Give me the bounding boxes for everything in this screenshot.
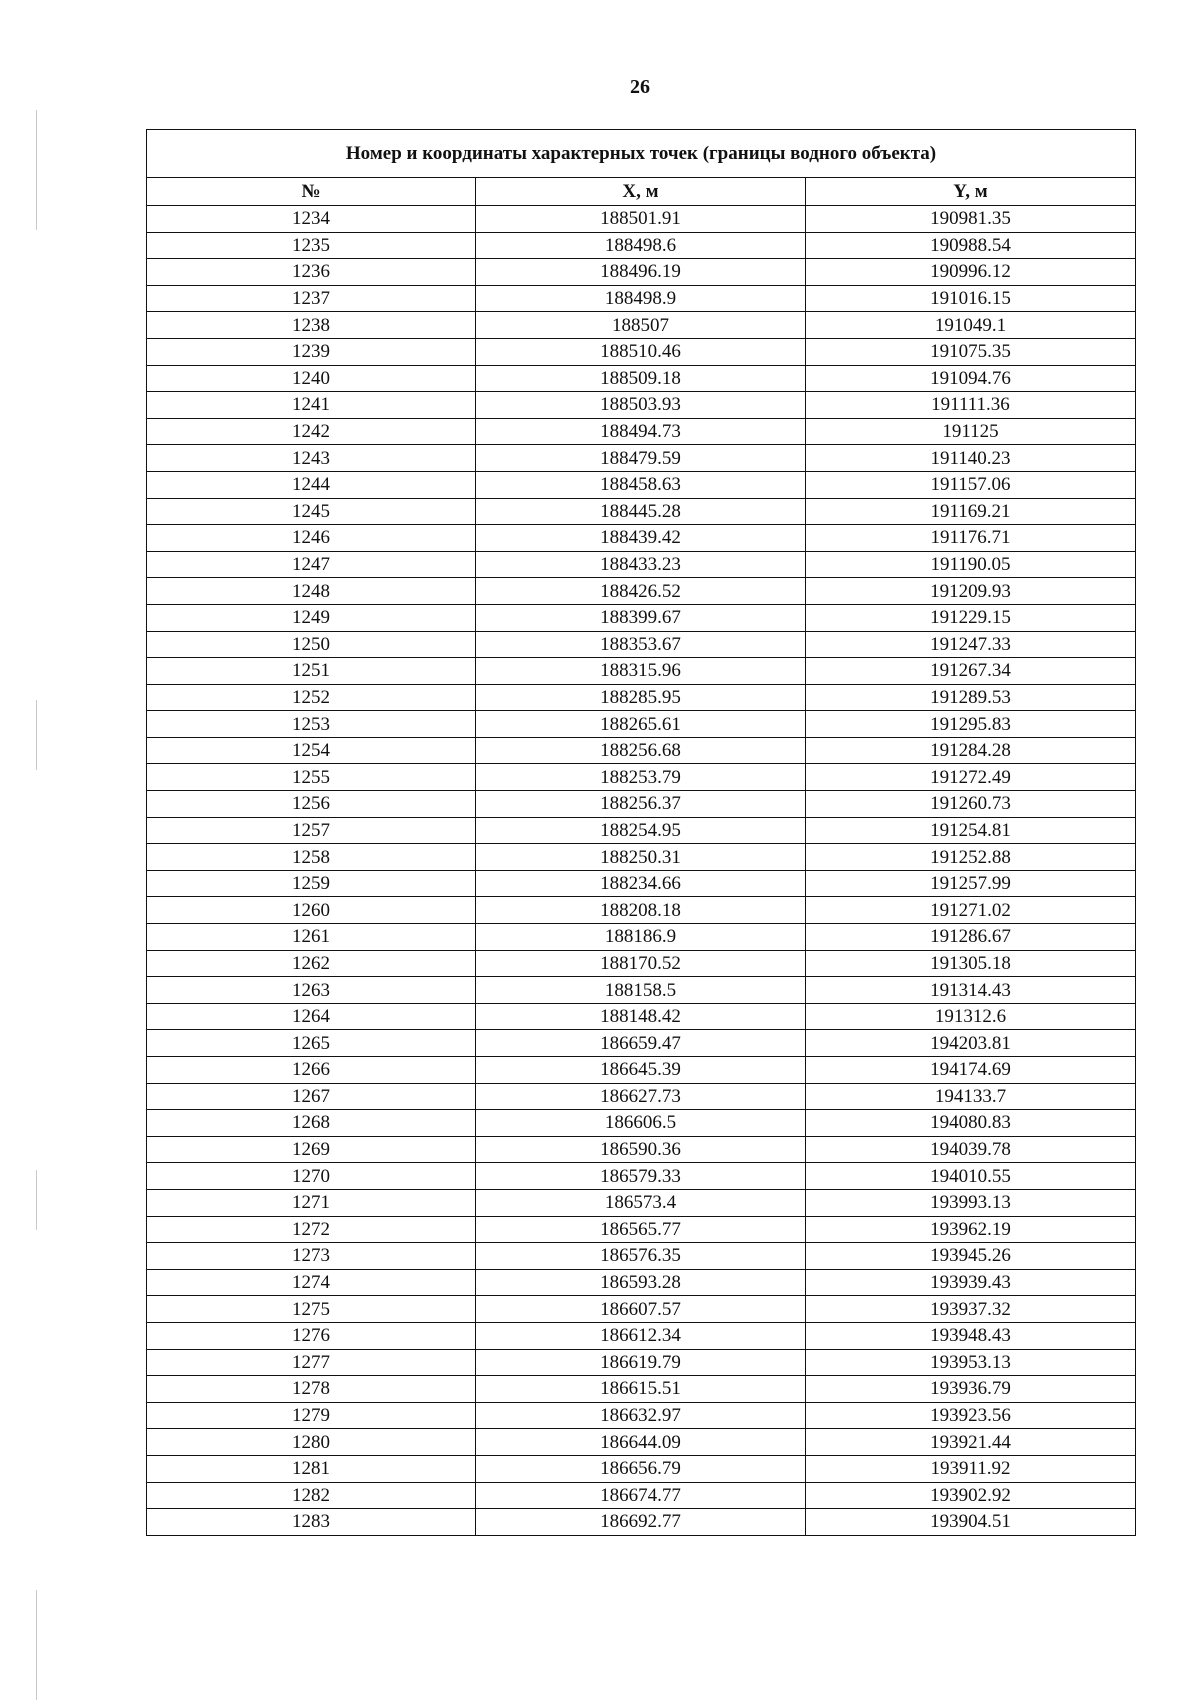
x-coordinate-cell: 188503.93 — [476, 392, 806, 419]
x-coordinate-cell: 188458.63 — [476, 471, 806, 498]
y-coordinate-cell: 191229.15 — [806, 604, 1136, 631]
y-coordinate-cell: 190981.35 — [806, 206, 1136, 233]
table-row — [147, 392, 1136, 419]
point-number-cell: 1277 — [147, 1349, 476, 1376]
y-coordinate-cell: 193936.79 — [806, 1376, 1136, 1403]
point-number-cell: 1248 — [147, 578, 476, 605]
x-coordinate-cell: 188399.67 — [476, 604, 806, 631]
x-coordinate-cell: 186644.09 — [476, 1429, 806, 1456]
table-row — [147, 844, 1136, 871]
y-coordinate-cell: 191111.36 — [806, 392, 1136, 419]
x-coordinate-cell: 188353.67 — [476, 631, 806, 658]
table-row — [147, 950, 1136, 977]
point-number-cell: 1257 — [147, 817, 476, 844]
x-coordinate-cell: 186593.28 — [476, 1269, 806, 1296]
y-coordinate-cell: 191016.15 — [806, 285, 1136, 312]
point-number-cell: 1271 — [147, 1189, 476, 1216]
point-number-cell: 1237 — [147, 285, 476, 312]
point-number-cell: 1240 — [147, 365, 476, 392]
point-number-cell: 1244 — [147, 471, 476, 498]
x-coordinate-cell: 188256.68 — [476, 737, 806, 764]
table-row — [147, 498, 1136, 525]
point-number-cell: 1263 — [147, 977, 476, 1004]
y-coordinate-cell: 190988.54 — [806, 232, 1136, 259]
x-coordinate-cell: 188148.42 — [476, 1003, 806, 1030]
y-coordinate-cell: 191157.06 — [806, 471, 1136, 498]
table-row — [147, 206, 1136, 233]
column-header-x: X, м — [476, 178, 806, 206]
y-coordinate-cell: 191247.33 — [806, 631, 1136, 658]
table-row — [147, 711, 1136, 738]
y-coordinate-cell: 191254.81 — [806, 817, 1136, 844]
x-coordinate-cell: 186606.5 — [476, 1110, 806, 1137]
column-header-number: № — [147, 178, 476, 206]
x-coordinate-cell: 186565.77 — [476, 1216, 806, 1243]
point-number-cell: 1236 — [147, 259, 476, 286]
y-coordinate-cell: 194039.78 — [806, 1136, 1136, 1163]
point-number-cell: 1275 — [147, 1296, 476, 1323]
y-coordinate-cell: 191257.99 — [806, 870, 1136, 897]
point-number-cell: 1258 — [147, 844, 476, 871]
x-coordinate-cell: 188433.23 — [476, 551, 806, 578]
point-number-cell: 1276 — [147, 1322, 476, 1349]
table-row — [147, 418, 1136, 445]
column-header-y: Y, м — [806, 178, 1136, 206]
y-coordinate-cell: 194174.69 — [806, 1057, 1136, 1084]
page-number: 26 — [630, 76, 650, 98]
y-coordinate-cell: 193962.19 — [806, 1216, 1136, 1243]
y-coordinate-cell: 193993.13 — [806, 1189, 1136, 1216]
point-number-cell: 1255 — [147, 764, 476, 791]
y-coordinate-cell: 193923.56 — [806, 1402, 1136, 1429]
y-coordinate-cell: 191314.43 — [806, 977, 1136, 1004]
y-coordinate-cell: 191049.1 — [806, 312, 1136, 339]
scan-margin-line — [36, 110, 37, 230]
y-coordinate-cell: 191284.28 — [806, 737, 1136, 764]
x-coordinate-cell: 188479.59 — [476, 445, 806, 472]
x-coordinate-cell: 188254.95 — [476, 817, 806, 844]
table-row — [147, 658, 1136, 685]
table-row — [147, 764, 1136, 791]
scan-margin-line — [36, 700, 37, 770]
y-coordinate-cell: 193904.51 — [806, 1509, 1136, 1536]
point-number-cell: 1264 — [147, 1003, 476, 1030]
y-coordinate-cell: 191271.02 — [806, 897, 1136, 924]
y-coordinate-cell: 191176.71 — [806, 525, 1136, 552]
point-number-cell: 1235 — [147, 232, 476, 259]
coordinates-table — [146, 129, 1136, 1536]
table-row — [147, 1189, 1136, 1216]
y-coordinate-cell: 193911.92 — [806, 1455, 1136, 1482]
x-coordinate-cell: 188158.5 — [476, 977, 806, 1004]
x-coordinate-cell: 186627.73 — [476, 1083, 806, 1110]
y-coordinate-cell: 193921.44 — [806, 1429, 1136, 1456]
table-row — [147, 1429, 1136, 1456]
y-coordinate-cell: 191272.49 — [806, 764, 1136, 791]
table-row — [147, 578, 1136, 605]
y-coordinate-cell: 190996.12 — [806, 259, 1136, 286]
table-row — [147, 312, 1136, 339]
x-coordinate-cell: 188234.66 — [476, 870, 806, 897]
table-row — [147, 338, 1136, 365]
point-number-cell: 1247 — [147, 551, 476, 578]
table-row — [147, 1216, 1136, 1243]
table-row — [147, 1110, 1136, 1137]
point-number-cell: 1272 — [147, 1216, 476, 1243]
point-number-cell: 1269 — [147, 1136, 476, 1163]
point-number-cell: 1243 — [147, 445, 476, 472]
table-body — [147, 206, 1136, 1536]
table-row — [147, 1003, 1136, 1030]
table-row — [147, 1509, 1136, 1536]
y-coordinate-cell: 191190.05 — [806, 551, 1136, 578]
table-row — [147, 817, 1136, 844]
point-number-cell: 1256 — [147, 791, 476, 818]
table-row — [147, 1243, 1136, 1270]
point-number-cell: 1250 — [147, 631, 476, 658]
point-number-cell: 1281 — [147, 1455, 476, 1482]
x-coordinate-cell: 188170.52 — [476, 950, 806, 977]
table-row — [147, 897, 1136, 924]
point-number-cell: 1251 — [147, 658, 476, 685]
x-coordinate-cell: 188256.37 — [476, 791, 806, 818]
scan-margin-line — [36, 1170, 37, 1230]
x-coordinate-cell: 186619.79 — [476, 1349, 806, 1376]
y-coordinate-cell: 191295.83 — [806, 711, 1136, 738]
x-coordinate-cell: 186579.33 — [476, 1163, 806, 1190]
x-coordinate-cell: 188501.91 — [476, 206, 806, 233]
y-coordinate-cell: 191286.67 — [806, 924, 1136, 951]
table-title: Номер и координаты характерных точек (границы водного объекта) — [147, 130, 1136, 178]
point-number-cell: 1268 — [147, 1110, 476, 1137]
table-row — [147, 1402, 1136, 1429]
scan-margin-line — [36, 1590, 37, 1700]
point-number-cell: 1239 — [147, 338, 476, 365]
x-coordinate-cell: 188496.19 — [476, 259, 806, 286]
point-number-cell: 1242 — [147, 418, 476, 445]
table-row — [147, 525, 1136, 552]
y-coordinate-cell: 191169.21 — [806, 498, 1136, 525]
table-row — [147, 551, 1136, 578]
point-number-cell: 1283 — [147, 1509, 476, 1536]
x-coordinate-cell: 188186.9 — [476, 924, 806, 951]
point-number-cell: 1274 — [147, 1269, 476, 1296]
x-coordinate-cell: 188253.79 — [476, 764, 806, 791]
x-coordinate-cell: 186659.47 — [476, 1030, 806, 1057]
point-number-cell: 1266 — [147, 1057, 476, 1084]
x-coordinate-cell: 186656.79 — [476, 1455, 806, 1482]
y-coordinate-cell: 193945.26 — [806, 1243, 1136, 1270]
table-row — [147, 1376, 1136, 1403]
x-coordinate-cell: 188494.73 — [476, 418, 806, 445]
table-row — [147, 445, 1136, 472]
point-number-cell: 1241 — [147, 392, 476, 419]
x-coordinate-cell: 188507 — [476, 312, 806, 339]
y-coordinate-cell: 194010.55 — [806, 1163, 1136, 1190]
table-row — [147, 791, 1136, 818]
table-row — [147, 684, 1136, 711]
x-coordinate-cell: 186615.51 — [476, 1376, 806, 1403]
x-coordinate-cell: 188285.95 — [476, 684, 806, 711]
point-number-cell: 1238 — [147, 312, 476, 339]
table-row — [147, 232, 1136, 259]
x-coordinate-cell: 186590.36 — [476, 1136, 806, 1163]
table-row — [147, 1296, 1136, 1323]
point-number-cell: 1261 — [147, 924, 476, 951]
table-row — [147, 1455, 1136, 1482]
table-row — [147, 1057, 1136, 1084]
table-row — [147, 1482, 1136, 1509]
x-coordinate-cell: 188315.96 — [476, 658, 806, 685]
x-coordinate-cell: 188265.61 — [476, 711, 806, 738]
x-coordinate-cell: 186607.57 — [476, 1296, 806, 1323]
x-coordinate-cell: 186576.35 — [476, 1243, 806, 1270]
y-coordinate-cell: 193939.43 — [806, 1269, 1136, 1296]
y-coordinate-cell: 194133.7 — [806, 1083, 1136, 1110]
table-row — [147, 1083, 1136, 1110]
point-number-cell: 1270 — [147, 1163, 476, 1190]
table-row — [147, 924, 1136, 951]
table-row — [147, 1163, 1136, 1190]
point-number-cell: 1265 — [147, 1030, 476, 1057]
y-coordinate-cell: 191312.6 — [806, 1003, 1136, 1030]
x-coordinate-cell: 188439.42 — [476, 525, 806, 552]
point-number-cell: 1278 — [147, 1376, 476, 1403]
y-coordinate-cell: 191252.88 — [806, 844, 1136, 871]
x-coordinate-cell: 188445.28 — [476, 498, 806, 525]
point-number-cell: 1260 — [147, 897, 476, 924]
point-number-cell: 1245 — [147, 498, 476, 525]
point-number-cell: 1267 — [147, 1083, 476, 1110]
x-coordinate-cell: 186692.77 — [476, 1509, 806, 1536]
point-number-cell: 1273 — [147, 1243, 476, 1270]
y-coordinate-cell: 191260.73 — [806, 791, 1136, 818]
table-row — [147, 1030, 1136, 1057]
y-coordinate-cell: 191140.23 — [806, 445, 1136, 472]
table-row — [147, 1136, 1136, 1163]
x-coordinate-cell: 188510.46 — [476, 338, 806, 365]
table-row — [147, 471, 1136, 498]
y-coordinate-cell: 193948.43 — [806, 1322, 1136, 1349]
x-coordinate-cell: 186645.39 — [476, 1057, 806, 1084]
point-number-cell: 1280 — [147, 1429, 476, 1456]
x-coordinate-cell: 188498.6 — [476, 232, 806, 259]
y-coordinate-cell: 191094.76 — [806, 365, 1136, 392]
y-coordinate-cell: 191209.93 — [806, 578, 1136, 605]
x-coordinate-cell: 188498.9 — [476, 285, 806, 312]
y-coordinate-cell: 191075.35 — [806, 338, 1136, 365]
table-row — [147, 870, 1136, 897]
y-coordinate-cell: 191125 — [806, 418, 1136, 445]
table-row — [147, 631, 1136, 658]
x-coordinate-cell: 188208.18 — [476, 897, 806, 924]
y-coordinate-cell: 194080.83 — [806, 1110, 1136, 1137]
table-row — [147, 604, 1136, 631]
y-coordinate-cell: 193953.13 — [806, 1349, 1136, 1376]
table-row — [147, 1269, 1136, 1296]
table-row — [147, 977, 1136, 1004]
point-number-cell: 1253 — [147, 711, 476, 738]
point-number-cell: 1249 — [147, 604, 476, 631]
point-number-cell: 1234 — [147, 206, 476, 233]
x-coordinate-cell: 186573.4 — [476, 1189, 806, 1216]
point-number-cell: 1282 — [147, 1482, 476, 1509]
y-coordinate-cell: 194203.81 — [806, 1030, 1136, 1057]
y-coordinate-cell: 191305.18 — [806, 950, 1136, 977]
table-row — [147, 737, 1136, 764]
table-row — [147, 1349, 1136, 1376]
table-row — [147, 285, 1136, 312]
x-coordinate-cell: 186632.97 — [476, 1402, 806, 1429]
point-number-cell: 1252 — [147, 684, 476, 711]
y-coordinate-cell: 191289.53 — [806, 684, 1136, 711]
point-number-cell: 1246 — [147, 525, 476, 552]
x-coordinate-cell: 188250.31 — [476, 844, 806, 871]
point-number-cell: 1279 — [147, 1402, 476, 1429]
y-coordinate-cell: 193937.32 — [806, 1296, 1136, 1323]
point-number-cell: 1259 — [147, 870, 476, 897]
x-coordinate-cell: 186674.77 — [476, 1482, 806, 1509]
x-coordinate-cell: 188426.52 — [476, 578, 806, 605]
y-coordinate-cell: 193902.92 — [806, 1482, 1136, 1509]
table-row — [147, 365, 1136, 392]
table-row — [147, 259, 1136, 286]
x-coordinate-cell: 188509.18 — [476, 365, 806, 392]
point-number-cell: 1262 — [147, 950, 476, 977]
y-coordinate-cell: 191267.34 — [806, 658, 1136, 685]
table-row — [147, 1322, 1136, 1349]
point-number-cell: 1254 — [147, 737, 476, 764]
x-coordinate-cell: 186612.34 — [476, 1322, 806, 1349]
table-header-row — [147, 178, 1136, 206]
